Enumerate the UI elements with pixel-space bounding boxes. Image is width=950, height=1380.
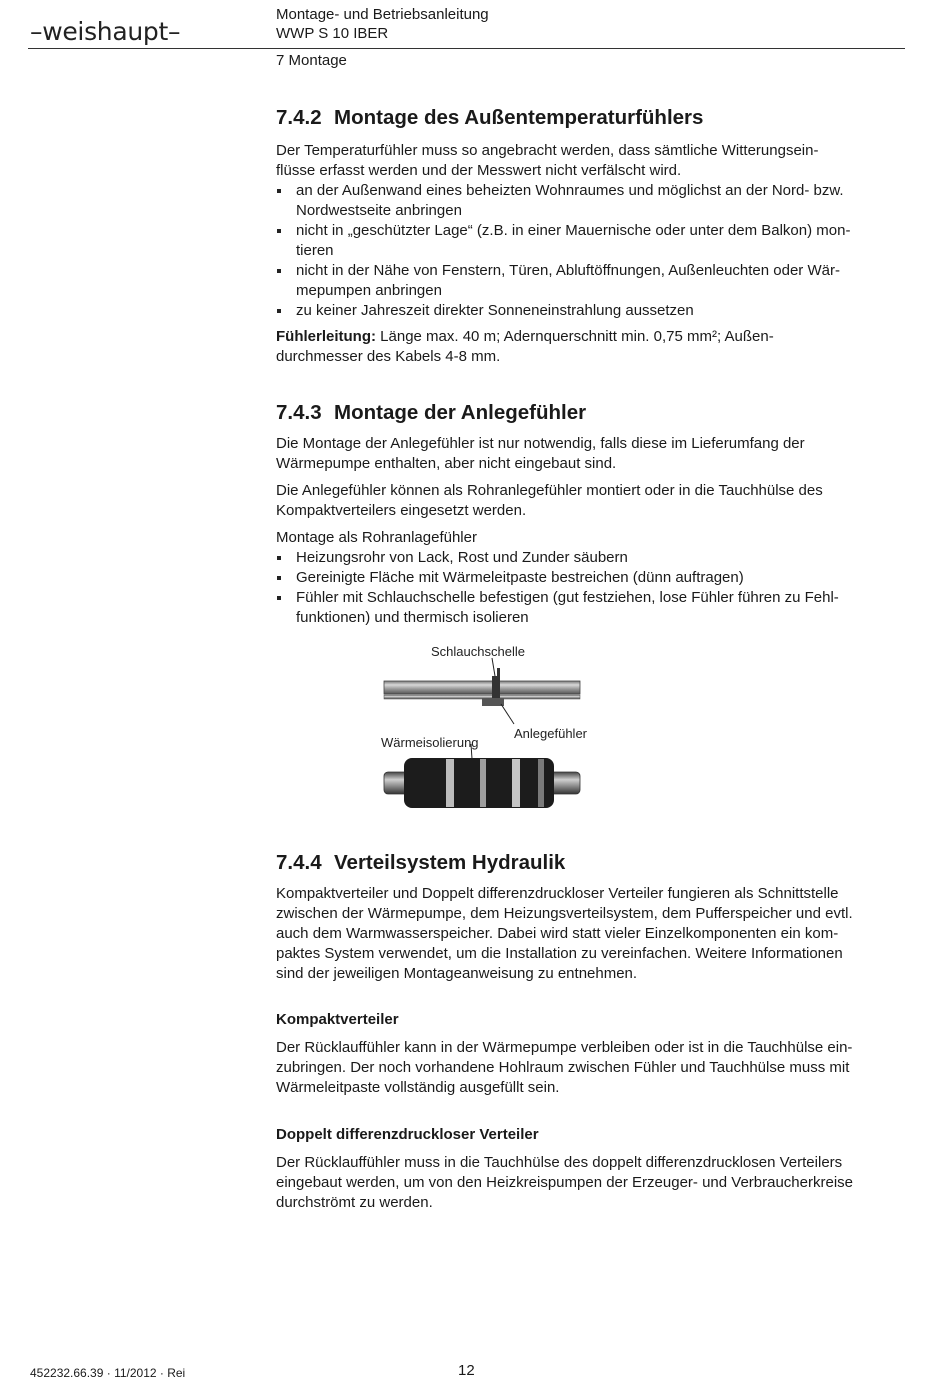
paragraph <box>276 884 906 984</box>
section-title: Montage der Anlegefühler <box>334 401 587 424</box>
list-item <box>276 181 906 221</box>
text-line: Der Temperaturfühler muss so angebracht werden, dass sämtliche Witterungsein- <box>276 142 819 159</box>
text-line: nicht in der Nähe von Fenstern, Türen, Abluftöffnungen, Außenleuchten oder Wär- <box>296 262 840 279</box>
section-number: 7.4.3 <box>276 401 322 424</box>
text-line: Der Rücklauffühler kann in der Wärmepumpe verbleiben oder ist in die Tauchhülse ein- <box>276 1039 853 1056</box>
text-line: durchströmt zu werden. <box>276 1194 433 1211</box>
doc-title: Montage- und Betriebsanleitung <box>276 6 489 23</box>
placement-list <box>276 181 906 321</box>
text-line: mepumpen anbringen <box>296 282 442 299</box>
list-item <box>276 261 906 301</box>
paragraph <box>276 1038 906 1098</box>
text-line: Die Montage der Anlegefühler ist nur notwendig, falls diese im Lieferumfang der <box>276 435 805 452</box>
text-line: zu keiner Jahreszeit direkter Sonneneinstrahlung aussetzen <box>296 302 694 319</box>
page-number: 12 <box>458 1362 475 1379</box>
weishaupt-logo: –weishaupt– <box>30 17 181 46</box>
text-line: sind der jeweiligen Montageanweisung zu entnehmen. <box>276 965 638 982</box>
text-line: tieren <box>296 242 334 259</box>
text-line: Wärmeleitpaste vollständig ausgefüllt sein. <box>276 1079 560 1096</box>
list-item <box>276 301 906 321</box>
intro-paragraph <box>276 141 906 181</box>
pipe-sensor-figure <box>276 638 906 828</box>
text-line: Kompaktverteiler und Doppelt differenzdruckloser Verteiler fungieren als Schnittstelle <box>276 885 839 902</box>
cable-spec-paragraph <box>276 327 906 367</box>
section-heading <box>276 105 906 131</box>
subsection-title: Kompaktverteiler <box>276 1011 399 1028</box>
section-7-4-3 <box>276 400 906 828</box>
text-line: paktes System verwendet, um die Installation zu vereinfachen. Weitere Informationen <box>276 945 843 962</box>
header-divider <box>28 48 905 49</box>
text-line: eingebaut werden, um von den Heizkreispumpen der Erzeuger- und Verbraucherkreise <box>276 1174 853 1191</box>
insulation-label: Wärmeisolierung <box>381 735 479 750</box>
list-item <box>276 221 906 261</box>
section-7-4-4 <box>276 850 906 1213</box>
text-line: nicht in „geschützter Lage“ (z.B. in einer Mauernische oder unter dem Balkon) mon- <box>296 222 851 239</box>
section-heading <box>276 850 906 876</box>
text-line: Der Rücklauffühler muss in die Tauchhülse des doppelt differenzdrucklosen Verteilers <box>276 1154 843 1171</box>
text-line: Kompaktverteilers eingesetzt werden. <box>276 502 527 519</box>
chapter-label: 7 Montage <box>276 52 347 69</box>
clamp-label: Schlauchschelle <box>431 644 525 659</box>
text-line: zwischen der Wärmepumpe, dem Heizungsverteilsystem, dem Pufferspeicher und evtl. <box>276 905 853 922</box>
text-line: Die Anlegefühler können als Rohranlegefühler montiert oder in die Tauchhülse des <box>276 482 823 499</box>
model-name: WWP S 10 IBER <box>276 25 389 42</box>
subsection-title: Doppelt differenzdruckloser Verteiler <box>276 1126 539 1143</box>
text-line: an der Außenwand eines beheizten Wohnraumes und möglichst an der Nord- bzw. <box>296 182 844 199</box>
section-title: Verteilsystem Hydraulik <box>334 851 566 874</box>
text-line: durchmesser des Kabels 4-8 mm. <box>276 348 501 365</box>
text-line: auch dem Warmwasserspeicher. Dabei wird statt vieler Einzelkomponenten ein kom- <box>276 925 839 942</box>
sensor-leader-line <box>501 704 514 724</box>
cable-spec-label: Fühlerleitung: <box>276 328 376 345</box>
text-line: Länge max. 40 m; Adernquerschnitt min. 0,75 mm²; Außen- <box>376 328 774 345</box>
text-line: Nordwestseite anbringen <box>296 202 462 219</box>
pipe-illustration <box>276 638 906 828</box>
section-title: Montage des Außentemperaturfühlers <box>334 106 704 129</box>
section-7-4-2 <box>276 105 906 367</box>
list-item <box>276 568 906 588</box>
paragraph <box>276 434 906 474</box>
insulated-pipe <box>384 758 580 808</box>
text-line: Heizungsrohr von Lack, Rost und Zunder säubern <box>296 549 628 566</box>
section-heading <box>276 400 906 426</box>
document-header <box>276 5 489 43</box>
paragraph <box>276 481 906 521</box>
bare-pipe <box>384 668 580 706</box>
list-title: Montage als Rohranlagefühler <box>276 529 477 546</box>
section-number: 7.4.2 <box>276 106 322 129</box>
document-number: 452232.66.39 · 11/2012 · Rei <box>30 1366 186 1380</box>
sensor-label: Anlegefühler <box>514 726 587 741</box>
text-line: funktionen) und thermisch isolieren <box>296 609 529 626</box>
text-line: Wärmepumpe enthalten, aber nicht eingebaut sind. <box>276 455 617 472</box>
main-content <box>276 100 906 1213</box>
mounting-steps-list <box>276 548 906 628</box>
list-item <box>276 588 906 628</box>
list-item <box>276 548 906 568</box>
text-line: Gereinigte Fläche mit Wärmeleitpaste bestreichen (dünn auftragen) <box>296 569 744 586</box>
paragraph <box>276 1153 906 1213</box>
text-line: Fühler mit Schlauchschelle befestigen (gut festziehen, lose Fühler führen zu Fehl- <box>296 589 839 606</box>
text-line: flüsse erfasst werden und der Messwert nicht verfälscht wird. <box>276 162 682 179</box>
text-line: zubringen. Der noch vorhandene Hohlraum zwischen Fühler und Tauchhülse muss mit <box>276 1059 850 1076</box>
section-number: 7.4.4 <box>276 851 322 874</box>
